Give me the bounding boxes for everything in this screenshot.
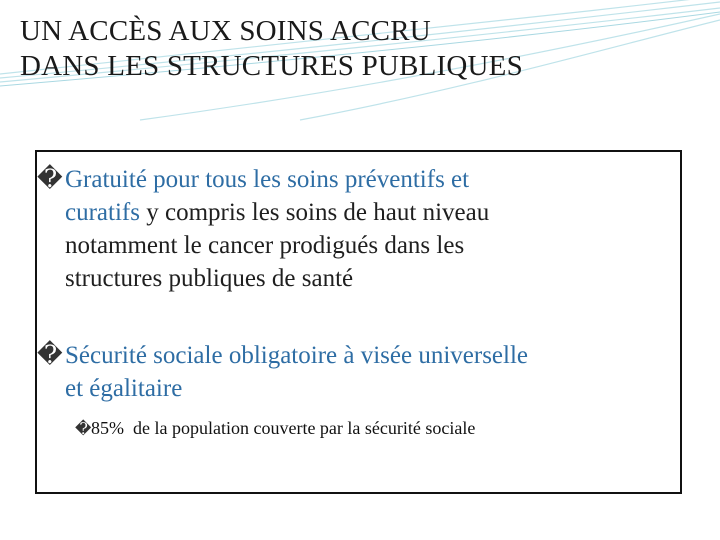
title-line-2: DANS LES STRUCTURES PUBLIQUES <box>20 50 523 82</box>
bullet-text: Gratuité pour tous les soins préventifs et <box>65 166 470 193</box>
bullet-icon: � <box>37 342 63 369</box>
bullet-text: structures publiques de santé <box>65 265 354 292</box>
bullet-text: et égalitaire <box>65 375 183 402</box>
slide-title <box>20 14 700 84</box>
bullet-icon: � <box>37 166 63 193</box>
sub-bullet-coverage <box>75 417 475 441</box>
coverage-text: de la population couverte par la sécurité sociale <box>133 418 476 438</box>
bullet-text: curatifs <box>65 199 140 226</box>
bullet-free-care <box>37 163 677 295</box>
content-box <box>35 150 682 494</box>
sub-bullet-icon: � <box>75 421 92 438</box>
title-line-1: UN ACCÈS AUX SOINS ACCRU <box>20 15 431 47</box>
bullet-social-security <box>37 339 677 405</box>
coverage-percent: 85% <box>91 418 124 438</box>
bullet-text: notamment le cancer prodigués dans les <box>65 232 465 259</box>
bullet-text: Sécurité sociale obligatoire à visée universelle <box>65 342 529 369</box>
bullet-text: y compris les soins de haut niveau <box>139 199 490 226</box>
